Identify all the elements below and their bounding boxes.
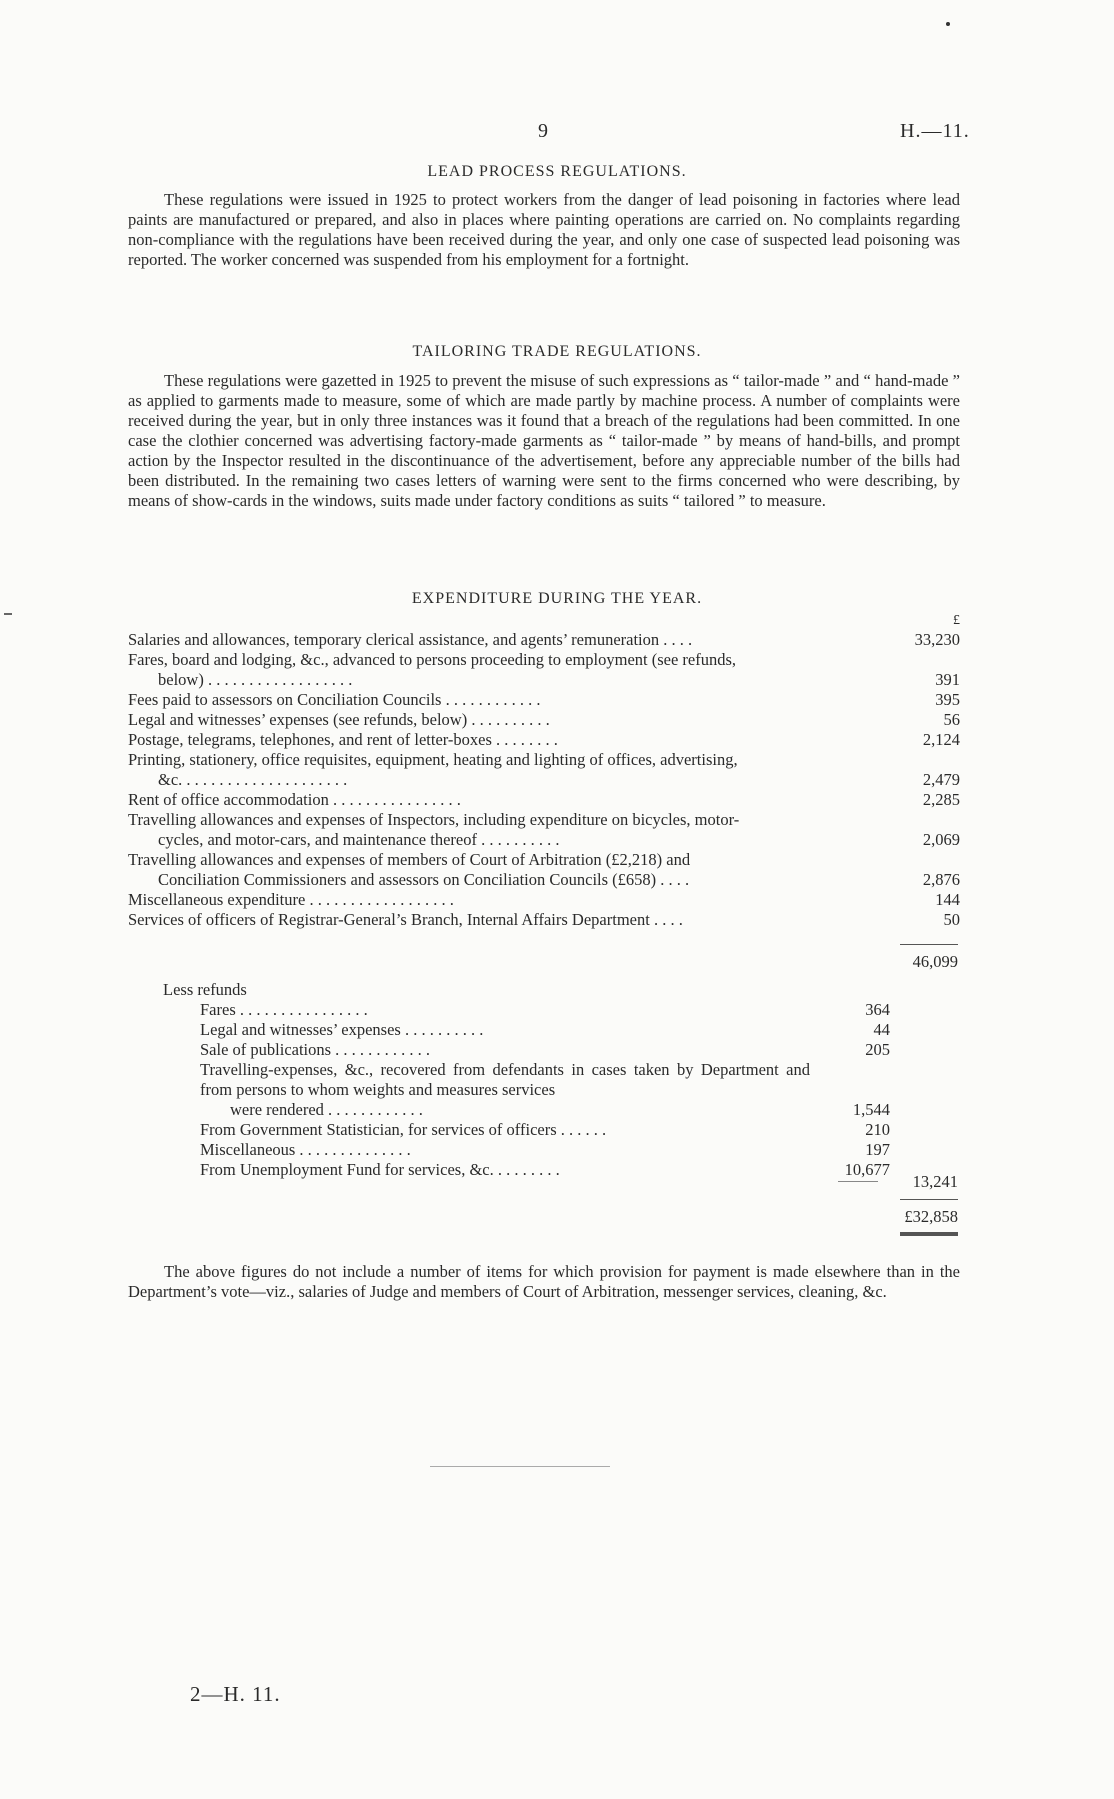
tailoring-paragraph: These regulations were gazetted in 1925 to prevent the misuse of such expressions as “ tailor-made ” and “ hand-made ” as applied to garments made to measure, some of which are made partly by machine process. A number of complaints were received during the year, but in only three instances was it found that a breach of the regulations had been committed. In one case the clothier concerned was advertising factory-made garments as “ tailor-made ” by means of hand-bills, and prompt action by the Inspector resulted in the discontinuance of the advertisement, before any appreciable number of the bills had been distributed. In the remaining two cases letters of warning were sent to the firms concerned who were describing, by means of show-cards in the windows, suits made under factory conditions as suits “ tailored ” to measure.	[128, 371, 960, 510]
currency-symbol: £	[953, 613, 960, 628]
lead-process-paragraph: These regulations were issued in 1925 to protect workers from the danger of lead poisoning in factories where lead paints are manufactured or prepared, and also in places where painting operations are carried on. No complaints regarding non-compliance with the regulations have been received during the year, and only one case of suspected lead poisoning was reported. The worker concerned was suspended from his employment for a fortnight.	[128, 190, 960, 269]
item-description-cont: below) . . . . . . . . . . . . . . . . . .	[158, 670, 353, 689]
lead-process-heading: LEAD PROCESS REGULATIONS.	[427, 163, 687, 180]
item-description-cont: &c. . . . . . . . . . . . . . . . . . . . .	[158, 770, 348, 789]
gross-total: 46,099	[912, 952, 958, 971]
margin-mark	[4, 613, 12, 615]
refund-row	[200, 1040, 890, 1060]
item-description: Travelling allowances and expenses of members of Court of Arbitration (£2,218) and	[128, 850, 691, 869]
expenditure-row	[128, 890, 960, 910]
refund-description-cont: were rendered . . . . . . . . . . . .	[230, 1100, 423, 1119]
expenditure-row	[128, 630, 960, 650]
ink-dot	[946, 22, 950, 26]
refund-row	[200, 1140, 890, 1160]
item-description: Legal and witnesses’ expenses (see refunds, below) . . . . . . . . . .	[128, 710, 550, 729]
refunds-table	[200, 1000, 890, 1180]
item-amount: 391	[935, 670, 960, 689]
refund-description: Fares . . . . . . . . . . . . . . . .	[200, 1000, 368, 1019]
refund-description: Legal and witnesses’ expenses . . . . . . . . . .	[200, 1020, 484, 1039]
refund-amount: 205	[865, 1040, 890, 1059]
refund-amount: 210	[865, 1120, 890, 1139]
page-number: 9	[538, 120, 548, 142]
refund-description: From Government Statistician, for services of officers . . . . . .	[200, 1120, 607, 1139]
expenditure-table	[128, 630, 960, 930]
item-description: Miscellaneous expenditure . . . . . . . . . . . . . . . . . .	[128, 890, 454, 909]
refund-amount: 197	[865, 1140, 890, 1159]
item-amount: 33,230	[914, 630, 960, 649]
expenditure-row	[128, 910, 960, 930]
sum-rule	[900, 944, 958, 945]
expenditure-row	[128, 810, 960, 850]
refund-total: 13,241	[912, 1172, 958, 1191]
item-description-cont: cycles, and motor-cars, and maintenance thereof . . . . . . . . . .	[158, 830, 560, 849]
item-amount: 144	[935, 890, 960, 909]
item-description: Travelling allowances and expenses of Inspectors, including expenditure on bicycles, motor-	[128, 810, 740, 829]
refund-amount: 1,544	[852, 1100, 890, 1119]
item-description: Postage, telegrams, telephones, and rent of letter-boxes . . . . . . . .	[128, 730, 558, 749]
refund-amount: 364	[865, 1000, 890, 1019]
expenditure-row	[128, 710, 960, 730]
expenditure-row	[128, 790, 960, 810]
item-description: Fees paid to assessors on Conciliation Councils . . . . . . . . . . . .	[128, 690, 541, 709]
end-rule	[430, 1466, 610, 1467]
item-amount: 56	[943, 710, 960, 729]
footnote-paragraph: The above figures do not include a number of items for which provision for payment is made elsewhere than in the Department’s vote—viz., salaries of Judge and members of Court of Arbitration, messenger services, cleaning, &c.	[128, 1262, 960, 1301]
item-description-cont: Conciliation Commissioners and assessors on Conciliation Councils (£658) . . . .	[158, 870, 690, 889]
refund-row	[200, 1160, 890, 1180]
tailoring-heading: TAILORING TRADE REGULATIONS.	[412, 343, 702, 360]
item-description: Fares, board and lodging, &c., advanced to persons proceeding to employment (see refunds,	[128, 650, 737, 669]
item-amount: 2,479	[922, 770, 960, 789]
expenditure-row	[128, 690, 960, 710]
expenditure-row	[128, 750, 960, 790]
refund-row	[200, 1000, 890, 1020]
item-amount: 2,069	[922, 830, 960, 849]
refund-amount: 10,677	[844, 1160, 890, 1179]
expenditure-heading: EXPENDITURE DURING THE YEAR.	[411, 590, 703, 607]
item-description: Printing, stationery, office requisites, equipment, heating and lighting of offices, advertising,	[128, 750, 738, 769]
refund-description: Sale of publications . . . . . . . . . . . .	[200, 1040, 431, 1059]
less-refunds-label: Less refunds	[163, 980, 247, 999]
refund-description: Travelling-expenses, &c., recovered from defendants in cases taken by Department and from persons to whom weights and measures services	[200, 1060, 810, 1099]
refund-description: Miscellaneous . . . . . . . . . . . . . .	[200, 1140, 411, 1159]
expenditure-row	[128, 650, 960, 690]
document-reference: H.—11.	[900, 120, 970, 142]
refund-row	[200, 1120, 890, 1140]
item-amount: 2,285	[922, 790, 960, 809]
refund-row	[200, 1060, 890, 1120]
net-total: £32,858	[904, 1207, 958, 1226]
item-description: Rent of office accommodation . . . . . . . . . . . . . . . .	[128, 790, 461, 809]
item-amount: 50	[943, 910, 960, 929]
refund-description: From Unemployment Fund for services, &c. . . . . . . . .	[200, 1160, 560, 1179]
refund-amount: 44	[873, 1020, 890, 1039]
item-description: Salaries and allowances, temporary clerical assistance, and agents’ remuneration . . . .	[128, 630, 693, 649]
signature-reference: 2—H. 11.	[190, 1682, 281, 1706]
item-amount: 2,124	[922, 730, 960, 749]
sum-rule	[900, 1199, 958, 1200]
expenditure-row	[128, 850, 960, 890]
item-description: Services of officers of Registrar-General’s Branch, Internal Affairs Department . . . .	[128, 910, 683, 929]
refund-rule	[838, 1181, 878, 1182]
expenditure-row	[128, 730, 960, 750]
double-rule	[900, 1232, 958, 1236]
item-amount: 395	[935, 690, 960, 709]
item-amount: 2,876	[922, 870, 960, 889]
refund-row	[200, 1020, 890, 1040]
